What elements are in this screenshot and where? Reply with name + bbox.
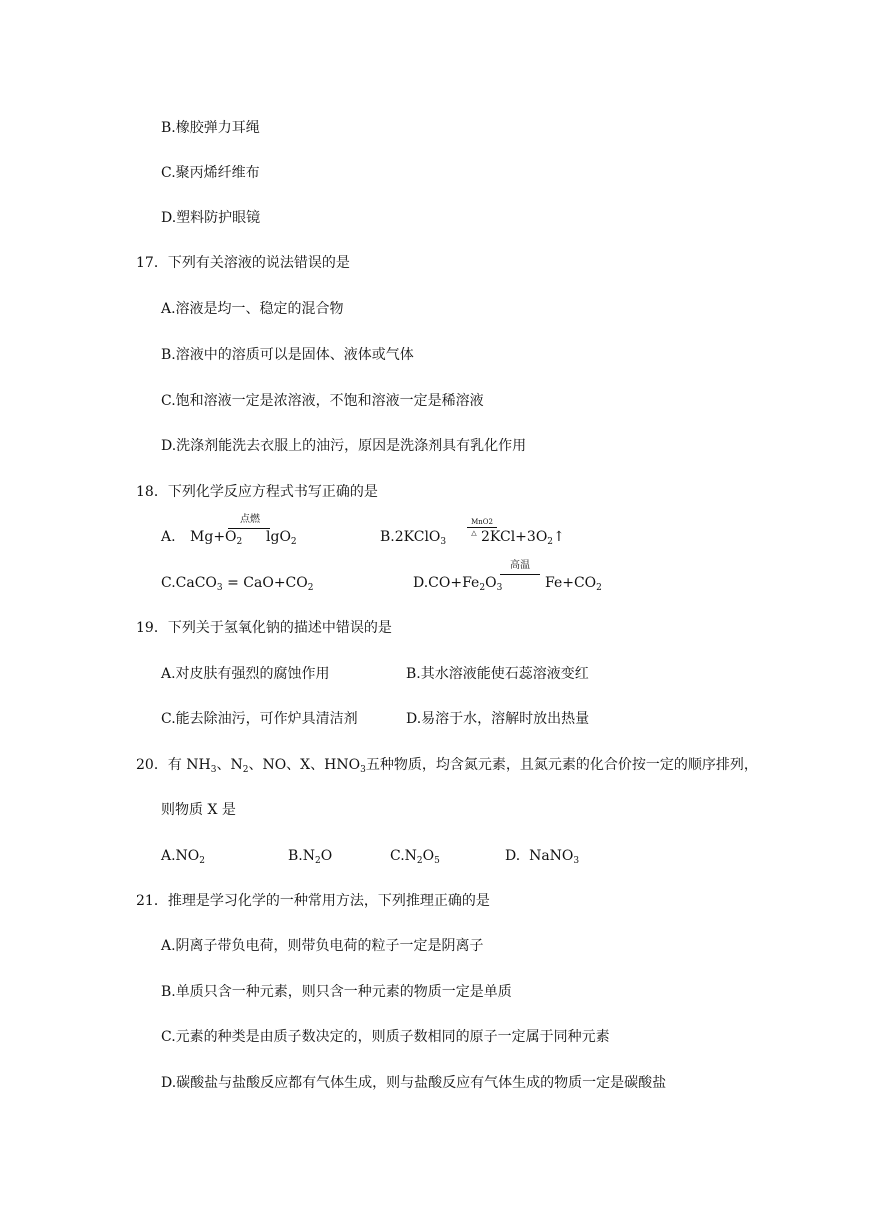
q18-b-heat: △ [471,529,477,537]
q18-option-a: A. $Mg+O_2$ [161,529,243,547]
q17-option-d: D.洗涤剂能洗去衣服上的油污，原因是洗涤剂具有乳化作用 [161,438,527,454]
q20-option-d: D. NaNO$_3$ [505,848,580,866]
q16-option-c: C.聚丙烯纤维布 [161,165,260,181]
q21-option-a: A.阴离子带负电荷，则带负电荷的粒子一定是阴离子 [161,938,484,954]
q17-option-b: B.溶液中的溶质可以是固体、液体或气体 [161,347,414,363]
q18-a-condition: 点燃 [240,514,260,525]
q19-stem: 19．下列关于氢氧化钠的描述中错误的是 [136,620,392,636]
q20-stem: 20．有 $NH_3$、$N_2$、NO、X、$HNO_3$五种物质，均含氮元素，且氮元素的化合价按一定的顺序排列， [136,757,758,775]
q18-a-equation-bar [228,528,270,529]
q20-option-a: $A.NO_2$ [161,848,206,866]
q20-option-c: $C.N_2O_5$ [390,848,440,866]
q18-d-product: $Fe+CO_2$ [545,575,602,593]
q18-option-d: $D.CO+Fe_2O_3$ [413,575,503,593]
q20-option-b: $B.N_2O$ [288,848,333,866]
q18-option-b: B.2KClO$_3$ [380,529,447,547]
q19-option-b: B.其水溶液能使石蕊溶液变红 [406,666,589,682]
q18-b-product: $2KCl+3O_2↑$ [481,529,565,547]
q21-option-b: B.单质只含一种元素，则只含一种元素的物质一定是单质 [161,984,512,1000]
q18-d-equation-bar [500,574,540,575]
q21-option-d: D.碳酸盐与盐酸反应都有气体生成，则与盐酸反应有气体生成的物质一定是碳酸盐 [161,1075,667,1091]
q18-stem: 18．下列化学反应方程式书写正确的是 [136,484,378,500]
q18-a-product: lgO$_2$ [266,529,297,547]
q17-option-c: C.饱和溶液一定是浓溶液，不饱和溶液一定是稀溶液 [161,393,484,409]
q16-option-b: B.橡胶弹力耳绳 [161,120,260,136]
q17-stem: 17．下列有关溶液的说法错误的是 [136,255,350,271]
q21-stem: 21．推理是学习化学的一种常用方法，下列推理正确的是 [136,893,490,909]
q18-d-condition: 高温 [510,560,530,571]
q17-option-a: A.溶液是均一、稳定的混合物 [161,301,344,317]
q19-option-d: D.易溶于水，溶解时放出热量 [406,711,590,727]
q18-option-c: C.CaCO$_3$ = $CaO+CO_2$ [161,575,314,593]
q16-option-d: D.塑料防护眼镜 [161,210,261,226]
q21-option-c: C.元素的种类是由质子数决定的，则质子数相同的原子一定属于同种元素 [161,1029,610,1045]
q19-option-c: C.能去除油污，可作炉具清洁剂 [161,711,358,727]
q18-b-catalyst: MnO2 [471,518,493,526]
q20-stem-line2: 则物质 X 是 [161,802,236,818]
q19-option-a: A.对皮肤有强烈的腐蚀作用 [161,666,330,682]
